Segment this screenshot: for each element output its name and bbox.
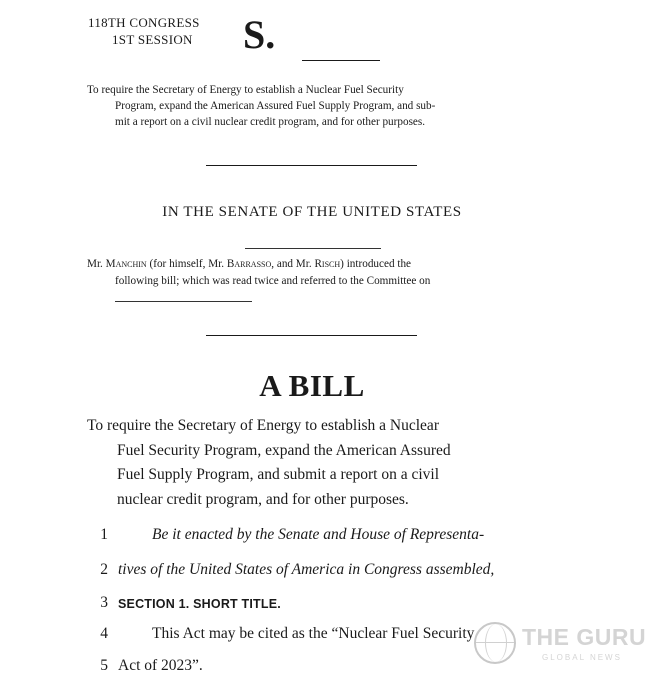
committee-blank-rule (115, 301, 252, 302)
intro-prefix: Mr. (87, 258, 103, 270)
introduction-paragraph (87, 256, 538, 290)
section-text: This Act may be cited as the “Nuclear Fuel Security (152, 625, 475, 642)
enacting-clause: tives of the United States of America in Congress assembled, (118, 561, 495, 578)
long-title-line: Fuel Supply Program, and submit a report on a civil (117, 466, 440, 484)
section-text: Act of 2023”. (118, 657, 203, 674)
long-title-line: Fuel Security Program, expand the American Assured (117, 441, 451, 459)
short-title (87, 82, 538, 130)
intro-text: ) introduced the (340, 258, 412, 270)
watermark-name: THE GURU (522, 624, 647, 650)
bill-heading: A BILL (259, 368, 365, 403)
chamber-heading: IN THE SENATE OF THE UNITED STATES (162, 204, 462, 220)
session-label: 1ST SESSION (112, 32, 193, 47)
congress-session-block (88, 14, 200, 48)
long-title-line: To require the Secretary of Energy to establish a Nuclear (87, 417, 439, 434)
divider-rule (206, 335, 417, 336)
watermark-tagline: GLOBAL NEWS (542, 653, 622, 662)
date-blank-rule (245, 248, 381, 249)
bill-number-blank (302, 60, 380, 61)
line-number: 3 (100, 594, 108, 611)
line-number: 1 (100, 526, 108, 543)
introduction-line: following bill; which was read twice and referred to the Committee on (115, 275, 431, 287)
globe-icon (474, 622, 516, 664)
watermark (470, 616, 647, 672)
section-heading: SECTION 1. SHORT TITLE. (118, 597, 281, 611)
line-number: 5 (100, 657, 108, 674)
cosponsor-name: Risch (314, 258, 341, 270)
line-number: 4 (100, 625, 108, 642)
short-title-line: Program, expand the American Assured Fuel Supply Program, and sub- (115, 100, 436, 112)
intro-text: , and Mr. (271, 258, 312, 270)
long-title-line: nuclear credit program, and for other purposes. (117, 490, 409, 508)
divider-rule (206, 165, 417, 166)
line-number: 2 (100, 561, 108, 578)
enacting-clause: Be it enacted by the Senate and House of Representa- (152, 526, 485, 543)
intro-text: (for himself, Mr. (149, 258, 225, 270)
short-title-line: To require the Secretary of Energy to establish a Nuclear Fuel Security (87, 84, 404, 96)
long-title (87, 414, 537, 512)
congress-label: 118TH CONGRESS (88, 15, 200, 30)
short-title-line: mit a report on a civil nuclear credit program, and for other purposes. (115, 116, 426, 128)
bill-prefix: S. (243, 12, 276, 57)
sponsor-name: Manchin (105, 258, 147, 270)
cosponsor-name: Barrasso (226, 258, 272, 270)
introduction-line (87, 256, 538, 273)
